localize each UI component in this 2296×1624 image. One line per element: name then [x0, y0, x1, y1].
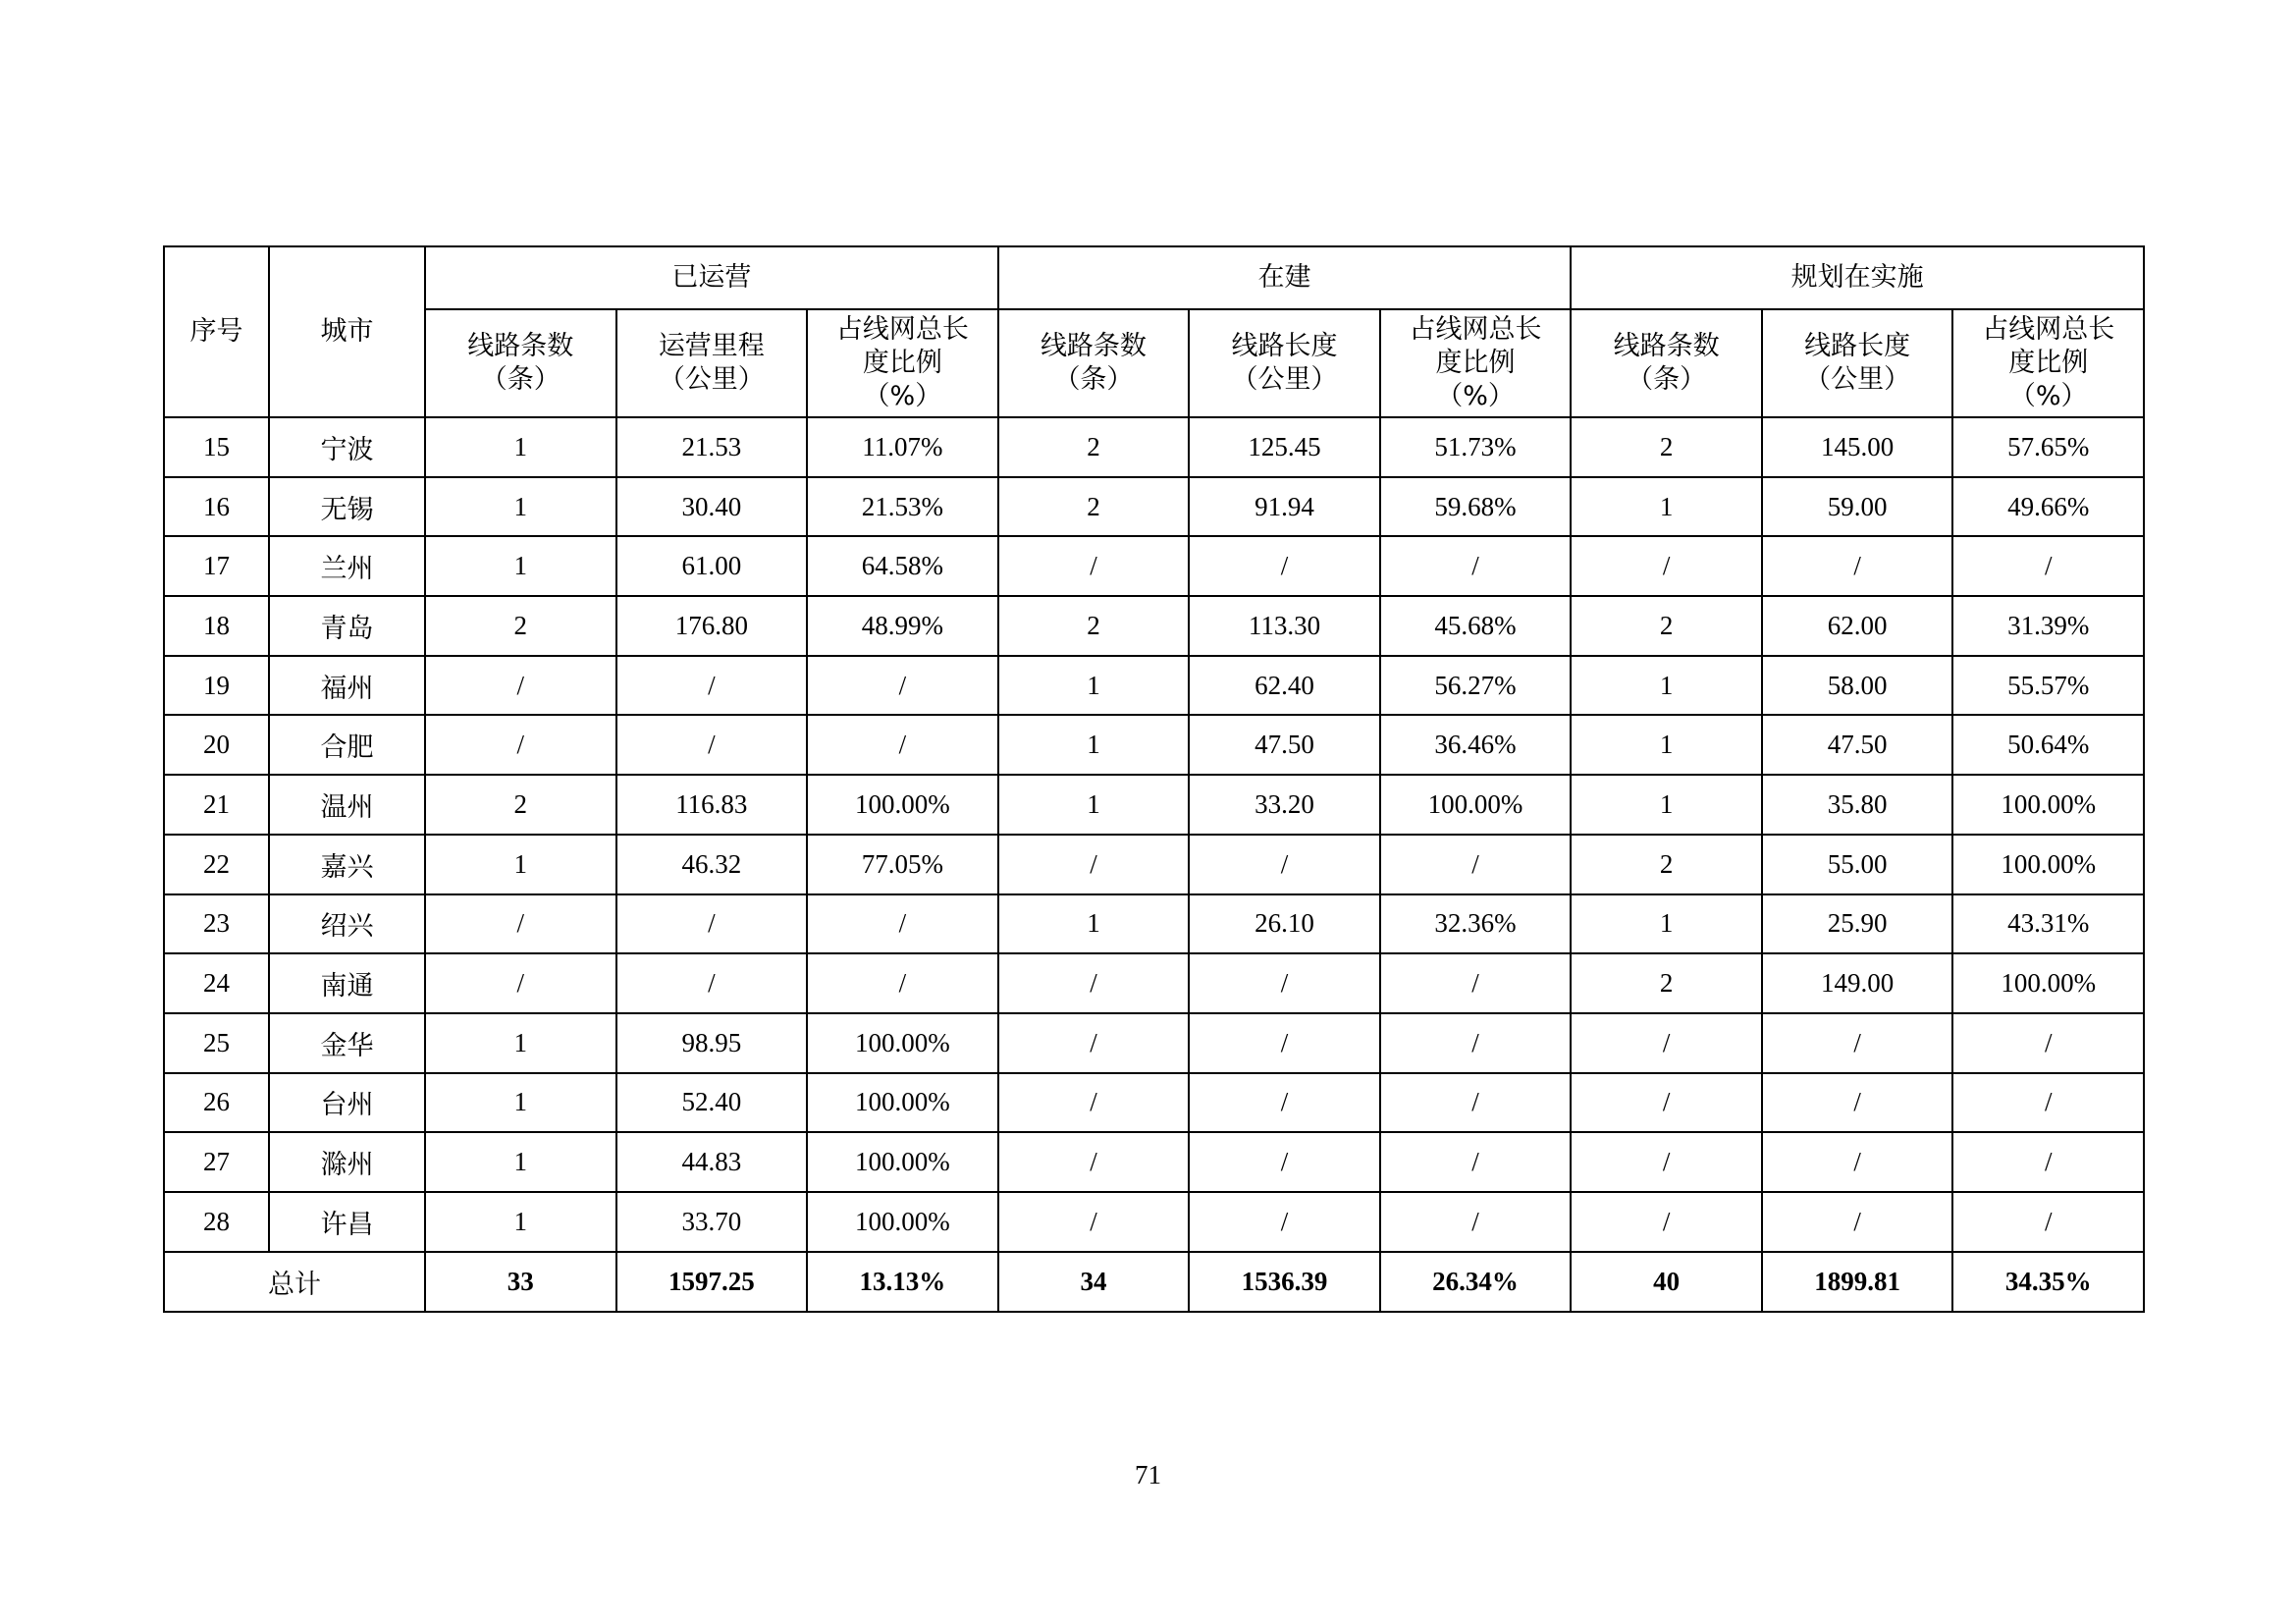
table-cell: 59.00	[1762, 477, 1953, 537]
table-row	[164, 536, 2144, 596]
table-cell: /	[616, 953, 808, 1013]
table-cell: /	[1762, 1192, 1953, 1252]
table-row	[164, 953, 2144, 1013]
table-cell: /	[807, 715, 998, 775]
data-table-container	[163, 245, 2143, 1313]
row-city: 嘉兴	[269, 835, 425, 894]
table-cell: /	[1571, 1013, 1762, 1073]
row-index: 16	[164, 477, 269, 537]
table-cell: 2	[425, 596, 616, 656]
row-city: 福州	[269, 656, 425, 716]
table-cell: 52.40	[616, 1073, 808, 1133]
table-cell: 1	[1571, 715, 1762, 775]
table-cell: /	[807, 953, 998, 1013]
table-cell: /	[425, 715, 616, 775]
table-body	[164, 417, 2144, 1252]
table-cell: 116.83	[616, 775, 808, 835]
row-index: 28	[164, 1192, 269, 1252]
table-cell: 1	[425, 1192, 616, 1252]
total-label: 总计	[164, 1252, 425, 1312]
table-cell: /	[1952, 536, 2144, 596]
table-cell: 149.00	[1762, 953, 1953, 1013]
row-index: 23	[164, 894, 269, 954]
table-cell: 2	[1571, 835, 1762, 894]
total-cell: 34.35%	[1952, 1252, 2144, 1312]
table-cell: 61.00	[616, 536, 808, 596]
table-cell: /	[1952, 1132, 2144, 1192]
table-cell: 47.50	[1189, 715, 1380, 775]
table-row	[164, 1073, 2144, 1133]
table-cell: /	[1571, 1192, 1762, 1252]
total-cell: 34	[998, 1252, 1190, 1312]
table-cell: 44.83	[616, 1132, 808, 1192]
sub-header-cell: 线路条数 （条）	[1571, 309, 1762, 417]
table-cell: 1	[425, 1013, 616, 1073]
table-cell: 2	[425, 775, 616, 835]
table-cell: 1	[425, 477, 616, 537]
table-cell: /	[1380, 1192, 1572, 1252]
table-cell: /	[1380, 953, 1572, 1013]
table-cell: /	[1380, 835, 1572, 894]
table-cell: 98.95	[616, 1013, 808, 1073]
row-city: 许昌	[269, 1192, 425, 1252]
table-cell: 2	[998, 417, 1190, 477]
row-index: 24	[164, 953, 269, 1013]
table-cell: /	[425, 656, 616, 716]
table-cell: 26.10	[1189, 894, 1380, 954]
sub-header-cell: 占线网总长 度比例 （%）	[807, 309, 998, 417]
row-index: 27	[164, 1132, 269, 1192]
row-city: 南通	[269, 953, 425, 1013]
sub-header-cell: 线路条数 （条）	[998, 309, 1190, 417]
table-cell: 33.70	[616, 1192, 808, 1252]
table-cell: 1	[425, 417, 616, 477]
row-city: 兰州	[269, 536, 425, 596]
table-cell: 58.00	[1762, 656, 1953, 716]
page-number: 71	[1135, 1460, 1161, 1489]
table-cell: /	[998, 1013, 1190, 1073]
table-cell: 59.68%	[1380, 477, 1572, 537]
table-cell: 1	[425, 1132, 616, 1192]
table-row	[164, 835, 2144, 894]
table-cell: 113.30	[1189, 596, 1380, 656]
table-cell: /	[616, 656, 808, 716]
total-cell: 26.34%	[1380, 1252, 1572, 1312]
sub-header-cell: 运营里程 （公里）	[616, 309, 808, 417]
sub-header-cell: 线路条数 （条）	[425, 309, 616, 417]
table-cell: 145.00	[1762, 417, 1953, 477]
city-rail-table	[163, 245, 2145, 1313]
table-cell: /	[616, 894, 808, 954]
row-city: 合肥	[269, 715, 425, 775]
table-cell: 1	[998, 715, 1190, 775]
table-cell: /	[1762, 1073, 1953, 1133]
table-cell: /	[1189, 953, 1380, 1013]
table-cell: 1	[998, 894, 1190, 954]
sub-header-row	[164, 309, 2144, 417]
table-cell: 62.40	[1189, 656, 1380, 716]
table-cell: /	[1189, 536, 1380, 596]
total-cell: 1597.25	[616, 1252, 808, 1312]
table-cell: /	[998, 953, 1190, 1013]
table-cell: /	[1762, 536, 1953, 596]
table-cell: 32.36%	[1380, 894, 1572, 954]
table-cell: /	[1189, 835, 1380, 894]
table-cell: 100.00%	[1952, 835, 2144, 894]
table-cell: /	[1571, 1132, 1762, 1192]
sub-header-cell: 占线网总长 度比例 （%）	[1380, 309, 1572, 417]
table-cell: /	[1189, 1073, 1380, 1133]
table-cell: 30.40	[616, 477, 808, 537]
table-cell: /	[998, 1073, 1190, 1133]
table-cell: 45.68%	[1380, 596, 1572, 656]
table-row	[164, 1132, 2144, 1192]
table-cell: /	[1571, 536, 1762, 596]
table-cell: 176.80	[616, 596, 808, 656]
table-cell: 33.20	[1189, 775, 1380, 835]
table-cell: 100.00%	[807, 1132, 998, 1192]
table-cell: 2	[1571, 953, 1762, 1013]
table-cell: 1	[425, 1073, 616, 1133]
table-cell: /	[1952, 1013, 2144, 1073]
table-cell: /	[1762, 1013, 1953, 1073]
table-cell: 77.05%	[807, 835, 998, 894]
table-cell: 21.53	[616, 417, 808, 477]
table-row	[164, 656, 2144, 716]
header-index: 序号	[164, 246, 269, 417]
row-index: 15	[164, 417, 269, 477]
table-cell: /	[998, 1192, 1190, 1252]
table-cell: 125.45	[1189, 417, 1380, 477]
row-index: 17	[164, 536, 269, 596]
table-cell: 35.80	[1762, 775, 1953, 835]
table-cell: /	[1380, 1073, 1572, 1133]
table-cell: /	[1380, 1132, 1572, 1192]
table-cell: 46.32	[616, 835, 808, 894]
table-cell: 48.99%	[807, 596, 998, 656]
table-cell: 100.00%	[1380, 775, 1572, 835]
table-row	[164, 894, 2144, 954]
table-row	[164, 1013, 2144, 1073]
table-cell: 2	[998, 477, 1190, 537]
row-city: 宁波	[269, 417, 425, 477]
row-index: 20	[164, 715, 269, 775]
total-row	[164, 1252, 2144, 1312]
row-index: 18	[164, 596, 269, 656]
table-cell: 2	[1571, 417, 1762, 477]
table-cell: 1	[425, 835, 616, 894]
sub-header-cell: 线路长度 （公里）	[1189, 309, 1380, 417]
table-cell: 100.00%	[1952, 775, 2144, 835]
table-cell: 47.50	[1762, 715, 1953, 775]
table-row	[164, 477, 2144, 537]
table-cell: 100.00%	[807, 775, 998, 835]
table-cell: 55.00	[1762, 835, 1953, 894]
table-cell: 1	[1571, 894, 1762, 954]
table-cell: /	[1571, 1073, 1762, 1133]
total-cell: 1536.39	[1189, 1252, 1380, 1312]
table-cell: 49.66%	[1952, 477, 2144, 537]
row-index: 25	[164, 1013, 269, 1073]
table-cell: 1	[998, 656, 1190, 716]
table-row	[164, 417, 2144, 477]
row-index: 19	[164, 656, 269, 716]
table-cell: /	[425, 894, 616, 954]
table-cell: 100.00%	[1952, 953, 2144, 1013]
row-city: 台州	[269, 1073, 425, 1133]
table-cell: /	[425, 953, 616, 1013]
table-cell: 1	[1571, 477, 1762, 537]
table-cell: /	[998, 835, 1190, 894]
total-cell: 40	[1571, 1252, 1762, 1312]
table-row	[164, 596, 2144, 656]
table-cell: 100.00%	[807, 1013, 998, 1073]
row-city: 滁州	[269, 1132, 425, 1192]
table-cell: 62.00	[1762, 596, 1953, 656]
table-cell: 1	[998, 775, 1190, 835]
table-cell: /	[1952, 1073, 2144, 1133]
row-city: 温州	[269, 775, 425, 835]
table-row	[164, 1192, 2144, 1252]
header-group-operating: 已运营	[425, 246, 998, 309]
row-city: 无锡	[269, 477, 425, 537]
table-cell: /	[807, 656, 998, 716]
header-group-planned: 规划在实施	[1571, 246, 2144, 309]
total-cell: 1899.81	[1762, 1252, 1953, 1312]
table-cell: /	[1189, 1192, 1380, 1252]
table-row	[164, 715, 2144, 775]
table-cell: /	[1189, 1013, 1380, 1073]
row-city: 金华	[269, 1013, 425, 1073]
table-row	[164, 775, 2144, 835]
table-cell: /	[1380, 1013, 1572, 1073]
header-city: 城市	[269, 246, 425, 417]
table-cell: 11.07%	[807, 417, 998, 477]
table-cell: /	[807, 894, 998, 954]
table-cell: 43.31%	[1952, 894, 2144, 954]
table-cell: 100.00%	[807, 1073, 998, 1133]
table-cell: 51.73%	[1380, 417, 1572, 477]
table-cell: 2	[1571, 596, 1762, 656]
table-cell: /	[1762, 1132, 1953, 1192]
header-group-under-construction: 在建	[998, 246, 1572, 309]
table-cell: /	[998, 1132, 1190, 1192]
total-cell: 33	[425, 1252, 616, 1312]
table-cell: /	[1380, 536, 1572, 596]
table-cell: /	[998, 536, 1190, 596]
row-city: 绍兴	[269, 894, 425, 954]
table-header	[164, 246, 2144, 417]
table-cell: 21.53%	[807, 477, 998, 537]
table-cell: 55.57%	[1952, 656, 2144, 716]
table-cell: 56.27%	[1380, 656, 1572, 716]
sub-header-cell: 线路长度 （公里）	[1762, 309, 1953, 417]
table-cell: 50.64%	[1952, 715, 2144, 775]
row-index: 22	[164, 835, 269, 894]
total-cell: 13.13%	[807, 1252, 998, 1312]
table-cell: 2	[998, 596, 1190, 656]
table-cell: 1	[1571, 775, 1762, 835]
table-cell: 57.65%	[1952, 417, 2144, 477]
table-cell: /	[1189, 1132, 1380, 1192]
table-cell: 64.58%	[807, 536, 998, 596]
table-cell: 25.90	[1762, 894, 1953, 954]
table-cell: 91.94	[1189, 477, 1380, 537]
table-cell: 36.46%	[1380, 715, 1572, 775]
sub-header-cell: 占线网总长 度比例 （%）	[1952, 309, 2144, 417]
table-cell: /	[1952, 1192, 2144, 1252]
table-cell: /	[616, 715, 808, 775]
row-city: 青岛	[269, 596, 425, 656]
row-index: 26	[164, 1073, 269, 1133]
table-cell: 31.39%	[1952, 596, 2144, 656]
table-cell: 1	[1571, 656, 1762, 716]
row-index: 21	[164, 775, 269, 835]
table-cell: 1	[425, 536, 616, 596]
table-cell: 100.00%	[807, 1192, 998, 1252]
